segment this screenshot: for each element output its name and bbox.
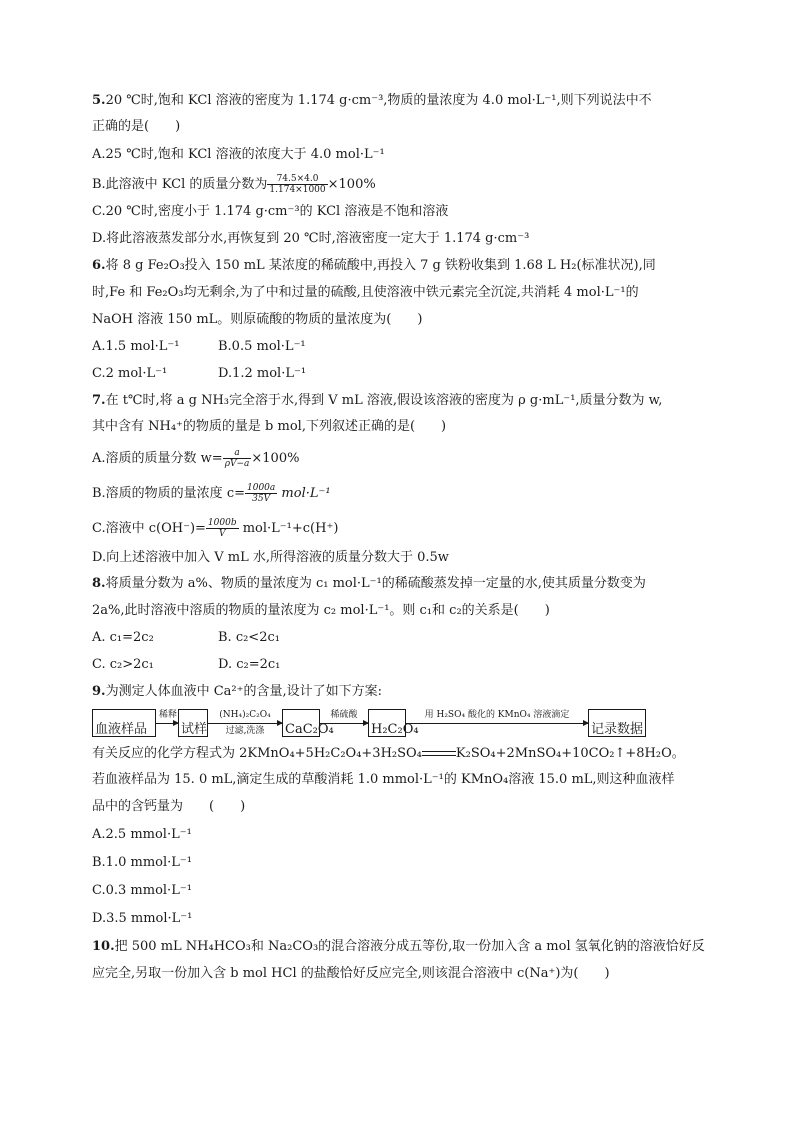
option-c: C.0.3 mmol·L⁻¹ xyxy=(92,883,192,898)
question-stem: 把 500 mL NH₄HCO₃和 Na₂CO₃的混合溶液分成五等份,取一份加入含 a mol 氢氧化钠的溶液恰好反 xyxy=(114,939,705,954)
question-7 xyxy=(92,392,710,567)
flow-arrow-label: (NH₄)₂C₂O₄ xyxy=(219,710,271,720)
flow-arrow xyxy=(320,723,368,724)
option-c: C.2 mol·L⁻¹ xyxy=(92,366,168,381)
option-d: D.3.5 mmol·L⁻¹ xyxy=(92,911,193,926)
fraction: $\frac{74.5\times 4.0}{1.174\times 1000}$ xyxy=(269,174,326,195)
question-stem: 为测定人体血液中 Ca²⁺的含量,设计了如下方案: xyxy=(105,684,382,699)
question-stem: 2a%,此时溶液中溶质的物质的量浓度为 c₂ mol·L⁻¹。则 c₁和 c₂的关系是( ) xyxy=(92,603,550,618)
question-number: 9. xyxy=(92,684,106,699)
option-a: A.1.5 mol·L⁻¹ xyxy=(92,339,180,354)
flow-box-cac2o4: CaC₂O₄ xyxy=(282,709,320,737)
question-9 xyxy=(92,683,710,928)
reaction-equation: 有关反应的化学方程式为 2KMnO₄+5H₂C₂O₄+3H₂SO₄ K₂SO₄+2MnSO₄+10CO₂↑+8H₂O。 xyxy=(92,746,685,761)
flow-arrow-label: 过滤,洗涤 xyxy=(225,726,265,736)
option-d: D.将此溶液蒸发部分水,再恢复到 20 ℃时,溶液密度一定大于 1.174 g·cm⁻³ xyxy=(92,231,530,246)
option-b: B.1.0 mmol·L⁻¹ xyxy=(92,855,192,870)
option-c: C.20 ℃时,密度小于 1.174 g·cm⁻³的 KCl 溶液是不饱和溶液 xyxy=(92,204,449,219)
question-stem: 应完全,另取一份加入含 b mol HCl 的盐酸恰好反应完全,则该混合溶液中 c(Na⁺)为( ) xyxy=(92,966,610,981)
question-stem: 在 t℃时,将 a g NH₃完全溶于水,得到 V mL 溶液,假设该溶液的密度为 ρ g·mL⁻¹,质量分数为 w, xyxy=(105,393,663,408)
option-c: C.溶液中 c(OH⁻)= $\frac{1000b}{V}$ mol·L⁻¹+c(H⁺) xyxy=(92,518,339,539)
question-stem: 时,Fe 和 Fe₂O₃均无剩余,为了中和过量的硫酸,且使溶液中铁元素完全沉淀,共消耗 4 mol·L⁻¹的 xyxy=(92,285,639,300)
flow-arrow-label: 稀释 xyxy=(158,710,177,720)
flow-box-sample: 试样 xyxy=(178,709,208,737)
question-10 xyxy=(92,938,710,983)
question-stem: 将 8 g Fe₂O₃投入 150 mL 某浓度的稀硫酸中,再投入 7 g 铁粉收集到 1.68 L H₂(标准状况),同 xyxy=(105,258,656,273)
option-a: A. c₁=2c₂ xyxy=(92,630,154,645)
question-number: 6. xyxy=(92,258,106,273)
flow-box-record-data: 记录数据 xyxy=(588,709,646,737)
option-a: A.2.5 mmol·L⁻¹ xyxy=(92,827,192,842)
question-number: 10. xyxy=(92,939,115,954)
flow-arrow xyxy=(156,723,178,724)
question-stem: 品中的含钙量为 ( ) xyxy=(92,799,246,814)
flow-box-h2c2o4: H₂C₂O₄ xyxy=(368,709,406,737)
question-number: 7. xyxy=(92,393,106,408)
option-a: A.溶质的质量分数 w= $\frac{a}{\rho V-a}$ ×100% xyxy=(92,448,300,469)
flow-box-blood-sample: 血液样品 xyxy=(92,709,156,737)
question-stem: 若血液样品为 15. 0 mL,滴定生成的草酸消耗 1.0 mmol·L⁻¹的 KMnO₄溶液 15.0 mL,则这种血液样 xyxy=(92,772,675,787)
flow-arrow xyxy=(208,723,282,724)
flow-arrow-label: 稀硫酸 xyxy=(330,710,358,720)
flow-diagram xyxy=(92,705,710,743)
question-stem: 正确的是( ) xyxy=(92,119,181,134)
question-stem: 其中含有 NH₄⁺的物质的量是 b mol,下列叙述正确的是( ) xyxy=(92,419,447,434)
option-c: C. c₂>2c₁ xyxy=(92,657,154,672)
question-stem: 将质量分数为 a%、物质的量浓度为 c₁ mol·L⁻¹的稀硫酸蒸发掉一定量的水,使其质量分数变为 xyxy=(105,576,646,591)
option-b: B.此溶液中 KCl 的质量分数为 $\frac{74.5\times 4.0}{1.174\times 1000}$ ×100% xyxy=(92,174,376,195)
question-number: 8. xyxy=(92,576,106,591)
fraction: $\frac{1000b}{V}$ xyxy=(207,518,237,539)
question-5 xyxy=(92,92,710,248)
question-stem: NaOH 溶液 150 mL。则原硫酸的物质的量浓度为( ) xyxy=(92,312,423,327)
question-6 xyxy=(92,257,710,383)
question-8 xyxy=(92,575,710,674)
option-d: D. c₂=2c₁ xyxy=(218,657,281,672)
option-a: A.25 ℃时,饱和 KCl 溶液的浓度大于 4.0 mol·L⁻¹ xyxy=(92,147,385,162)
option-d: D.向上述溶液中加入 V mL 水,所得溶液的质量分数大于 0.5w xyxy=(92,550,449,565)
flow-arrow-label: 用 H₂SO₄ 酸化的 KMnO₄ 溶液滴定 xyxy=(424,710,570,720)
fraction: $\frac{a}{\rho V-a}$ xyxy=(224,448,250,469)
option-b: B. c₂<2c₁ xyxy=(218,630,280,645)
option-d: D.1.2 mol·L⁻¹ xyxy=(218,366,307,381)
question-number: 5. xyxy=(92,93,106,108)
question-page xyxy=(92,92,710,983)
option-b: B.0.5 mol·L⁻¹ xyxy=(218,339,306,354)
option-b: B.溶质的物质的量浓度 c= $\frac{1000a}{35V}$ mol·L⁻¹ xyxy=(92,483,331,504)
fraction: $\frac{1000a}{35V}$ xyxy=(247,483,276,504)
question-stem: 20 ℃时,饱和 KCl 溶液的密度为 1.174 g·cm⁻³,物质的量浓度为 4.0 mol·L⁻¹,则下列说法中不 xyxy=(105,93,652,108)
flow-arrow xyxy=(406,723,588,724)
equals-sign xyxy=(422,751,456,756)
